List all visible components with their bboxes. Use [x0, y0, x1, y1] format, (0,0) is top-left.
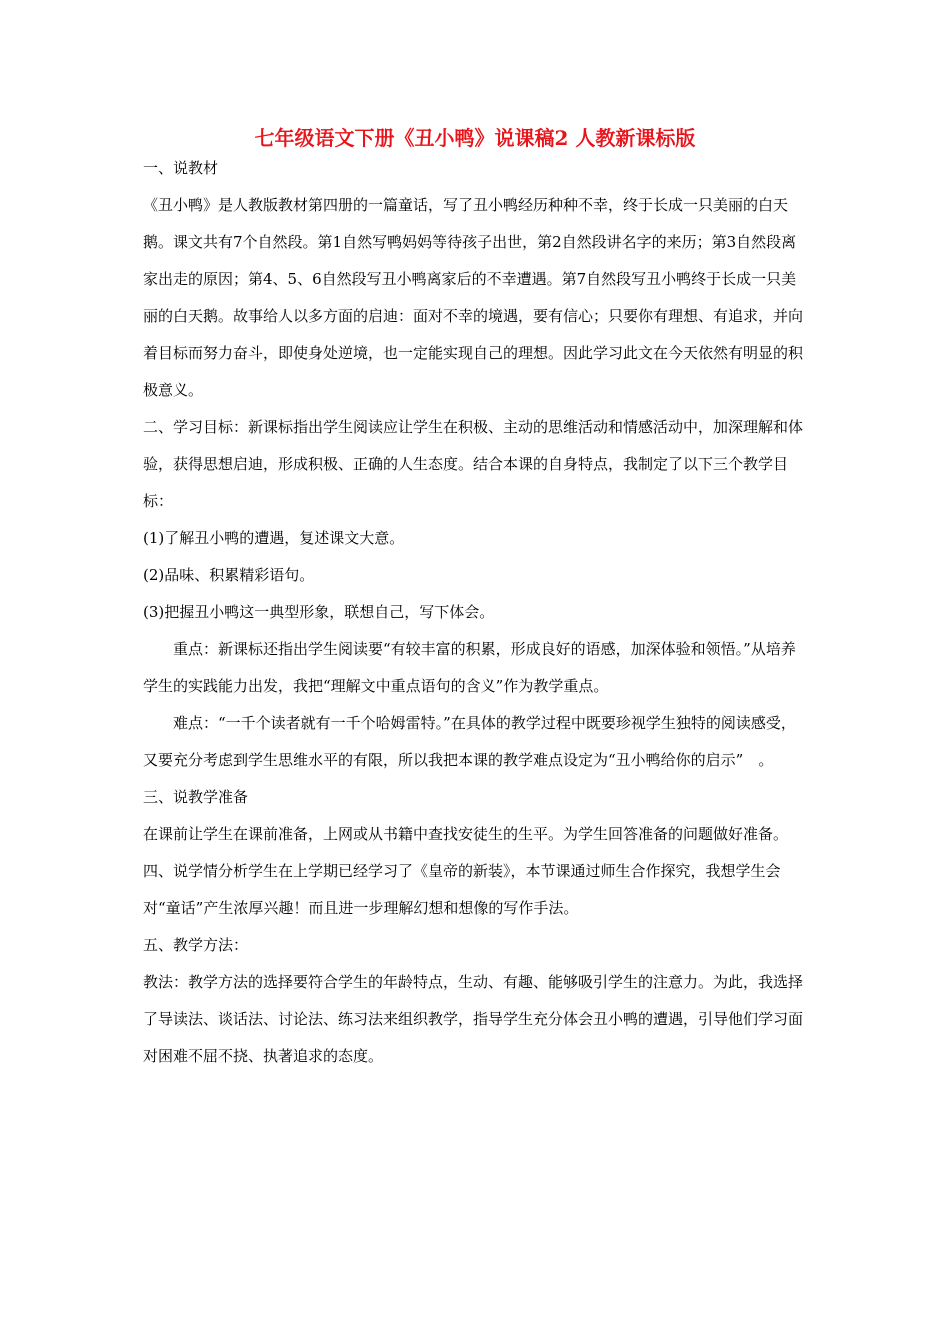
paragraph-preparation: 在课前让学生在课前准备，上网或从书籍中查找安徒生的生平。为学生回答准备的问题做好准备。	[143, 825, 789, 843]
section-heading-methods: 五、教学方法：	[143, 936, 249, 954]
list-item-goal-1: (1)了解丑小鸭的遭遇，复述课文大意。	[143, 529, 405, 547]
paragraph-difficulty: 难点：“一千个读者就有一千个哈姆雷特。”在具体的教学过程中既要珍视学生独特的阅读感受，又要充分考虑到学生思维水平的有限，所以我把本课的教学难点设定为“丑小鸭给你的启示” 。	[143, 714, 796, 769]
document-title: 七年级语文下册《丑小鸭》说课稿2 人教新课标版	[254, 126, 696, 150]
paragraph-student-analysis: 四、说学情分析学生在上学期已经学习了《皇帝的新装》，本节课通过师生合作探究，我想学生会对“童话”产生浓厚兴趣！而且进一步理解幻想和想像的写作手法。	[143, 862, 781, 917]
list-item-goal-2: (2)品味、积累精彩语句。	[143, 566, 315, 584]
list-item-goal-3: (3)把握丑小鸭这一典型形象，联想自己，写下体会。	[143, 603, 495, 621]
section-heading-preparation: 三、说教学准备	[143, 788, 249, 806]
paragraph-textbook-intro: 《丑小鸭》是人教版教材第四册的一篇童话，写了丑小鸭经历种种不幸，终于长成一只美丽的白天鹅。课文共有7个自然段。第1自然写鸭妈妈等待孩子出世，第2自然段讲名字的来历；第3自然段离家出走的原因；第4、5、6自然段写丑小鸭离家后的不幸遭遇。第7自然段写丑小鸭终于长成一只美丽的白天鹅。故事给人以多方面的启迪：面对不幸的境遇，要有信心；只要你有理想、有追求，并向着目标而努力奋斗，即使身处逆境，也一定能实现自己的理想。因此学习此文在今天依然有明显的积极意义。	[143, 196, 804, 399]
document-body	[143, 150, 807, 1075]
paragraph-key-point: 重点：新课标还指出学生阅读要“有较丰富的积累，形成良好的语感，加深体验和领悟。”从培养学生的实践能力出发，我把“理解文中重点语句的含义”作为教学重点。	[143, 640, 796, 695]
paragraph-learning-goals: 二、学习目标：新课标指出学生阅读应让学生在积极、主动的思维活动和情感活动中，加深理解和体验，获得思想启迪，形成积极、正确的人生态度。结合本课的自身特点，我制定了以下三个教学目标：	[143, 418, 804, 510]
section-heading-textbook: 一、说教材	[143, 159, 219, 177]
paragraph-teaching-methods: 教法：教学方法的选择要符合学生的年龄特点，生动、有趣、能够吸引学生的注意力。为此，我选择了导读法、谈话法、讨论法、练习法来组织教学，指导学生充分体会丑小鸭的遭遇，引导他们学习面对困难不屈不挠、执著追求的态度。	[143, 973, 804, 1065]
